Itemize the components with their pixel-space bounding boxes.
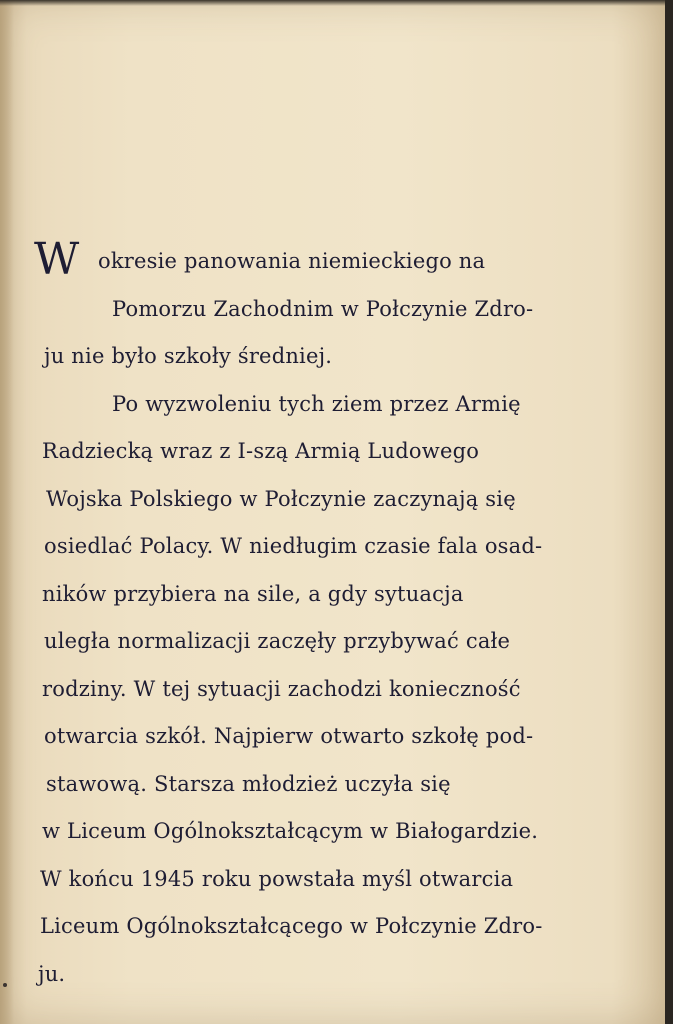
text-line [34,666,624,714]
text-line [34,428,624,476]
line-text: ju nie było szkoły średniej. [44,344,333,368]
line-text: stawową. Starsza młodzież uczyła się [46,771,451,796]
page-right-edge [665,0,673,1024]
line-text: okresie panowania niemieckiego na [98,249,486,273]
text-line [34,618,624,666]
line-text: rodziny. W tej sytuacji zachodzi konieczność [42,676,521,701]
page-left-shadow [0,0,14,1024]
text-line [34,571,624,619]
text-line [34,523,624,571]
page-top-edge [0,0,673,6]
line-text: W końcu 1945 roku powstała myśl otwarcia [40,866,514,891]
text-line [34,951,624,999]
line-text: Po wyzwoleniu tych ziem przez Armię [112,391,521,416]
text-line [34,713,624,761]
text-line [34,333,624,381]
line-text: osiedlać Polacy. W niedługim czasie fala osad- [44,534,543,558]
line-text: ników przybiera na sile, a gdy sytuacja [42,581,464,606]
text-line [34,234,624,286]
margin-dot [3,983,7,987]
text-line [34,903,624,951]
line-text: Radziecką wraz z I-szą Armią Ludowego [42,439,480,463]
text-line [34,808,624,856]
text-line [34,856,624,904]
handwritten-text-block [34,234,624,998]
text-line [34,761,624,809]
line-text: Pomorzu Zachodnim w Połczynie Zdro- [112,296,534,321]
line-text: Liceum Ogólnokształcącego w Połczynie Zdro- [40,914,543,938]
text-line [34,286,624,334]
text-line [34,381,624,429]
text-line [34,476,624,524]
line-text: otwarcia szkół. Najpierw otwarto szkołę pod- [44,724,534,748]
line-text: w Liceum Ogólnokształcącym w Białogardzie. [42,819,539,843]
drop-initial: W [34,234,80,285]
line-text: uległa normalizacji zaczęły przybywać całe [44,629,511,653]
line-text: Wojska Polskiego w Połczynie zaczynają się [46,486,516,511]
line-text: ju. [38,961,66,986]
